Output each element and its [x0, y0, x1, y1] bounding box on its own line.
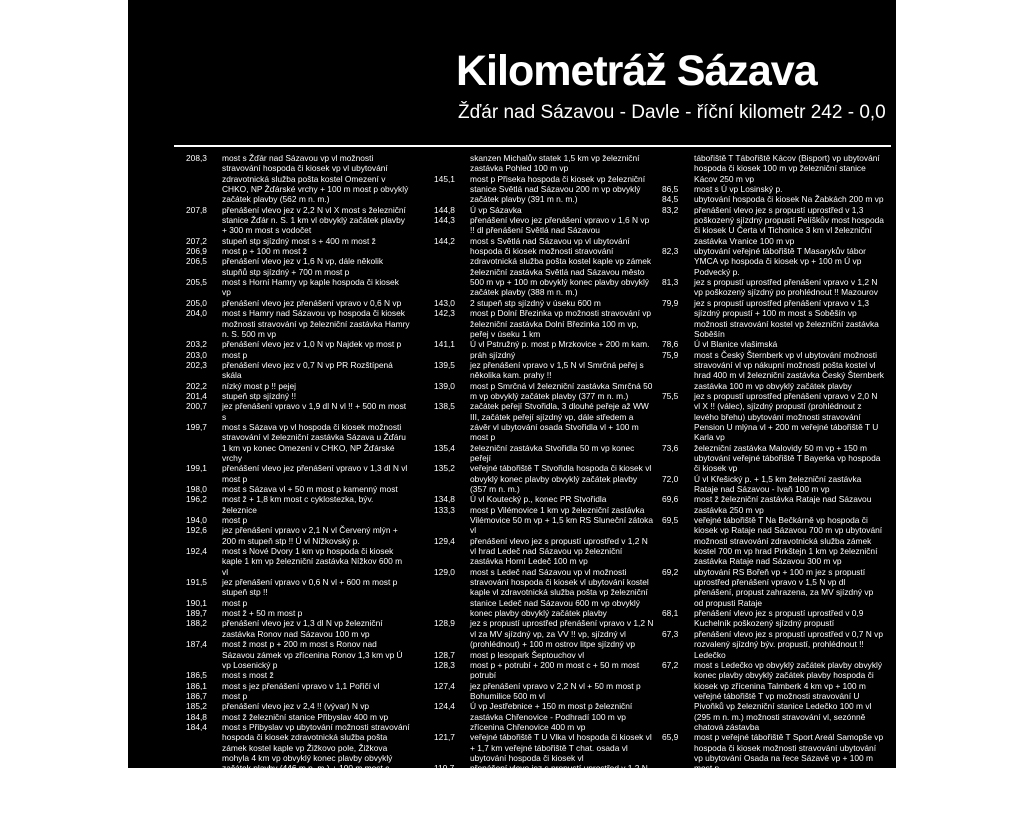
km-marker: 135,4 — [434, 442, 455, 453]
km-entry — [662, 608, 884, 629]
km-marker: 60,6 — [662, 783, 679, 794]
km-description: přenášení vlevo jez přenášení vpravo v 0,6 N vp — [222, 297, 402, 308]
km-marker: 134,8 — [434, 494, 455, 505]
km-entry — [434, 681, 656, 702]
km-description: 2 stupeň stp sjízdný v úseku 600 m — [470, 297, 601, 308]
km-description: přenášení vlevo jez přenášení vpravo v 1,3 dl N vl most p — [222, 463, 408, 484]
km-marker: 65,9 — [662, 732, 679, 743]
km-marker: 205,5 — [186, 277, 207, 288]
km-entry — [186, 712, 410, 722]
km-entry — [662, 277, 884, 298]
km-description: most s Hamry nad Sázavou vp hospoda či kiosek možnosti stravování vp železniční zastávka Hamry n. S. 500 m vp — [222, 308, 410, 339]
km-marker: 128,9 — [434, 618, 455, 629]
km-entry — [662, 660, 884, 732]
km-entry — [186, 670, 410, 680]
km-marker: 206,9 — [186, 246, 207, 257]
km-entry — [434, 174, 656, 205]
km-marker — [662, 153, 694, 184]
km-description: most p lesopark Šeptouchov vl — [470, 649, 585, 660]
km-entry — [434, 536, 656, 567]
km-marker: 207,2 — [186, 235, 207, 246]
km-description: jez přenášení vpravo v 2,5 !! N vl + 300 m most ž + 100 m most s — [222, 773, 404, 794]
km-description: přenášení vlevo jez s propustí uprostřed v 1,2 N vl hrad Ledeč nad Sázavou vp železniční zastávka Horní Ledeč 100 m vp — [470, 535, 648, 567]
km-marker: 124,4 — [434, 701, 455, 712]
km-entry — [186, 350, 410, 360]
km-marker: 204,0 — [186, 308, 207, 319]
km-marker: 199,1 — [186, 463, 207, 474]
km-description: tábořiště T Tábořiště Kácov (Bisport) vp ubytování hospoda či kiosek 100 m vp železniční stanice Kácov 250 m vp — [694, 153, 880, 184]
column-3 — [662, 153, 884, 815]
km-entry — [434, 505, 656, 536]
km-description: přenášení vlevo jez v 0,7 N vp PR Rozštípená skála — [222, 359, 393, 381]
km-description: most s Světlá nad Sázavou vp vl ubytování hospoda či kiosek možnosti stravování zdravotnická služba pošta kostel kaple vp zámek železniční zastávka Světlá nad Sázavou město 500 m vp + 100 m obvyklý konec plavby obvyklý začátek plavby (388 m n. m.) — [470, 235, 652, 298]
page-subtitle: Žďár nad Sázavou - Davle - říční kilometr 242 - 0,0 — [458, 102, 886, 123]
km-description: jez přenášení vpravo v 2,2 N vl + 50 m most p Bohumilice 500 m vl — [470, 680, 641, 701]
km-description: most p + potrubí + 200 m most c + 50 m most potrubí — [470, 659, 640, 681]
km-entry — [186, 484, 410, 494]
column-2 — [434, 153, 656, 825]
km-entry — [434, 298, 656, 308]
km-marker: 205,0 — [186, 297, 207, 308]
km-description: přenášení vlevo jez v 2,4 !! (vývar) N vp — [222, 701, 370, 712]
km-marker: 138,5 — [434, 401, 455, 412]
km-entry — [434, 401, 656, 442]
km-marker: 78,6 — [662, 339, 679, 350]
km-entry — [186, 246, 410, 256]
km-marker: 69,6 — [662, 494, 679, 505]
km-description — [694, 805, 884, 815]
km-entry — [434, 650, 656, 660]
km-entry — [434, 763, 656, 804]
km-entry — [662, 153, 884, 184]
km-description: přenášení vlevo jez přenášení vpravo v 1,6 N vp !! dl přenášení Světlá nad Sázavou — [470, 215, 650, 236]
km-entry — [662, 567, 884, 608]
km-description: most p Smrčná vl železniční zastávka Smrčná 50 m vp obvyklý začátek plavby (377 m n. m.) — [470, 380, 653, 401]
km-marker: 84,5 — [662, 194, 679, 205]
km-marker: 183,7 — [186, 773, 207, 784]
km-description: jez s propustí uprostřed přenášení vpravo v 1,2 N vl za MV sjízdný vp, za VV !! vp, sjízdný vl (prohlédnout) + 100 m ostrov litpe sjízdný vp — [470, 618, 654, 650]
km-marker: 75,5 — [662, 390, 679, 401]
km-entry — [186, 298, 410, 308]
km-marker: 118,5 — [434, 804, 455, 815]
km-marker: 202,2 — [186, 380, 207, 391]
km-description: skanzen Michalův statek 1,5 km vp železniční zastávka Pohled 100 m vp — [470, 153, 640, 174]
km-description: most ž — [222, 825, 247, 836]
km-entry — [434, 701, 656, 732]
km-marker: 119,7 — [434, 763, 455, 774]
km-entry — [186, 608, 410, 618]
km-entry — [186, 825, 410, 835]
km-description: jez s propustí uprostřed přenášení vpravo v 1,2 N vp poškozený sjízdný po prohlédnout !! Mazourov — [694, 277, 878, 298]
km-marker: 129,4 — [434, 535, 455, 546]
km-description: most s Český Šternberk vp vl ubytování možnosti stravování vl vp nákupní možnosti pošta kostel vl hrad 400 m vl železniční zastávka Český Šternberk zastávka 100 m vp obvyklý začátek plavby — [694, 349, 884, 391]
km-entry — [186, 494, 410, 515]
km-marker: 139,5 — [434, 359, 455, 370]
km-entry — [186, 577, 410, 598]
km-marker: 186,5 — [186, 670, 207, 681]
km-description: Ú vl Křešický p. + 1,5 km železniční zastávka Rataje nad Sázavou - Ivaň 100 m vp — [694, 473, 862, 494]
km-entry — [662, 205, 884, 246]
km-marker: 82,3 — [662, 246, 679, 257]
km-description: most s Nové Dvory 1 km vp hospoda či kiosek kaple 1 km vp železniční zastávka Nížkov 600 m vl — [222, 546, 403, 577]
km-description: železniční zastávka Samopše 200 m vl — [694, 773, 839, 784]
km-entry — [662, 350, 884, 391]
km-marker: 203,2 — [186, 339, 207, 350]
km-marker: 198,0 — [186, 484, 207, 494]
km-entry — [186, 598, 410, 608]
km-description: veřejné tábořiště T Stvořidla hospoda či kiosek vl obvyklý konec plavby obvyklý začátek plavby (357 m n. m.) — [470, 463, 652, 494]
km-marker: 189,7 — [186, 608, 207, 619]
km-description: přenášení vlevo jez v 1,6 N vp, dále několik stupňů stp sjízdný + 700 m most p — [222, 256, 384, 277]
km-entry — [662, 298, 884, 339]
km-entry — [434, 567, 656, 619]
km-description: most p + 100 m most ž — [222, 246, 307, 257]
km-marker: 207,8 — [186, 204, 207, 215]
km-marker: 67,2 — [662, 659, 679, 670]
km-description: most s Ledeč nad Sázavou vp vl možnosti stravování hospoda či kiosek vl ubytování kostel kaple vl zdravotnická služba pošta vp železniční stanice Ledeč nad Sázavou 600 m vp obvyklý konec plavby obvyklý začátek plavby — [470, 566, 649, 619]
km-description: most p Vilémovice 1 km vp železniční zastávka Vilémovice 50 m vp + 1,5 km RS Sluneční zátoka vl — [470, 504, 654, 536]
km-entry — [186, 681, 410, 691]
km-marker: 141,1 — [434, 339, 455, 350]
km-marker: 135,2 — [434, 463, 455, 474]
km-entry — [662, 805, 884, 815]
km-description: přenášení vlevo jez s propustí uprostřed v 0,7 N vp rozvalený sjízdný býv. propustí, prohlédnout !! Ledečko — [694, 628, 884, 660]
km-entry — [186, 256, 410, 277]
km-marker: 181,5 — [186, 794, 207, 805]
km-marker: 187,4 — [186, 639, 207, 650]
km-entry — [434, 618, 656, 649]
km-entry — [186, 618, 410, 639]
km-marker: 67,3 — [662, 628, 679, 639]
km-marker: 68,1 — [662, 608, 679, 619]
km-description: most s Ú vp Losinský p. — [694, 184, 783, 195]
km-marker: 188,2 — [186, 618, 207, 629]
km-description: přenášení vlevo jez s propustí uprostřed v 0,9 Kuchelník poškozený sjízdný propustí — [694, 608, 864, 629]
km-marker: 72,0 — [662, 473, 679, 484]
km-marker: 128,3 — [434, 659, 455, 670]
km-description: železniční zastávka Malovidy 50 m vp + 150 m ubytování veřejné tábořiště T Bayerka vp hospoda či kiosek vp — [694, 442, 881, 474]
km-entry — [662, 339, 884, 349]
km-entry — [186, 701, 410, 711]
km-description: Ú vl Pstružný p. most p Mrzkovice + 200 m kam. práh sjízdný — [470, 339, 650, 360]
km-marker: 185,2 — [186, 701, 207, 712]
km-description: stupeň stp sjízdný !! — [222, 390, 297, 401]
km-description: veřejné tábořiště T Na Bečkárně vp hospoda či kiosek vp Rataje nad Sázavou 700 m vp ubytování možnosti stravování zdravotnická služba zámek kostel 700 m vp hrad Pirkštejn 1 km vp železniční zastávka Rataje nad Sázavou 300 m vp — [694, 515, 883, 567]
km-entry — [662, 443, 884, 474]
header-divider — [174, 145, 891, 147]
km-marker: 83,2 — [662, 204, 679, 215]
km-entry — [434, 205, 656, 215]
km-marker: 86,5 — [662, 184, 679, 195]
km-entry — [434, 660, 656, 681]
km-entry — [434, 381, 656, 402]
km-description: most s Horní Hamry vp kaple hospoda či kiosek vp — [222, 277, 399, 298]
km-entry — [662, 784, 884, 805]
km-marker: 75,9 — [662, 349, 679, 360]
km-entry — [434, 236, 656, 298]
km-description: nízký most p !! pejej — [222, 380, 297, 391]
km-description: most s Ledečko vp obvyklý začátek plavby obvyklý konec plavby obvyklý začátek plavby hospoda či kiosek vp zřícenina Talmberk 4 km vp + 100 m veřejné tábořiště T vp možnosti stravování U Pivoňků vp železniční stanice Ledečko 100 m vl (295 m n. m.) možnosti stravování vl, sezónně chatová zástavba — [694, 659, 883, 732]
km-entry — [186, 391, 410, 401]
km-marker: 143,0 — [434, 297, 455, 308]
km-description: most ž + 1,8 km most c cyklostezka, býv. železnice — [222, 494, 374, 515]
km-entry — [186, 153, 410, 205]
km-entry — [662, 246, 884, 277]
km-description: most p — [222, 515, 248, 526]
km-marker: 181,2 — [186, 804, 207, 815]
km-description: Ú vl Koutecký p., konec PR Stvořidla — [470, 494, 607, 505]
km-entry — [186, 515, 410, 525]
km-entry — [434, 443, 656, 464]
km-description: jez přenášení vpravo v 2,1 N vl Červený mlýn + 200 m stupeň stp !! Ú vl Nížkovský p. — [222, 525, 398, 546]
km-description: most p — [222, 690, 248, 701]
km-entry — [186, 463, 410, 484]
km-marker: 199,7 — [186, 421, 207, 432]
km-description: stupeň stp sjízdný most s + 400 m most ž — [222, 235, 376, 246]
km-description: jez s propustí uprostřed přenášení vpravo v 1,3 sjízdný propustí + 100 m most s Soběšín vp možnosti stravování kostel vp železniční zastávka Soběšín — [694, 297, 879, 339]
km-marker: 61,9 — [662, 773, 679, 784]
km-entry — [186, 691, 410, 701]
km-marker: 121,7 — [434, 732, 455, 743]
km-marker: 142,3 — [434, 308, 455, 319]
km-entry — [662, 629, 884, 660]
km-marker: 186,1 — [186, 680, 207, 691]
km-marker: 60,4 — [662, 804, 679, 815]
km-description: přenášení vlevo jez v 1,0 N vp Najdek vp most p — [222, 339, 402, 350]
km-description: přenášení vlevo jez s propustí uprostřed v 1,7 N vp sjízdný vl Samopše — [694, 783, 884, 805]
km-marker: 206,5 — [186, 256, 207, 267]
km-entry — [662, 391, 884, 443]
km-marker: 194,0 — [186, 515, 207, 526]
km-marker: 127,4 — [434, 680, 455, 691]
km-entry — [186, 774, 410, 795]
km-entry — [662, 494, 884, 515]
km-entry — [186, 546, 410, 577]
km-marker: 179,5 — [186, 825, 207, 836]
page-title: Kilometráž Sázava — [456, 47, 817, 95]
km-marker: 196,2 — [186, 494, 207, 505]
km-entry — [434, 153, 656, 174]
km-entry — [434, 339, 656, 360]
km-marker: 208,3 — [186, 153, 207, 163]
km-description: most ž most p + 200 m most s Ronov nad Sázavou zámek vp zřícenina Ronov 1,3 km vp Ú vp Losenický p — [222, 639, 403, 670]
km-entry — [662, 732, 884, 773]
km-entry — [662, 194, 884, 204]
km-marker: 133,3 — [434, 504, 455, 515]
km-entry — [434, 805, 656, 826]
km-entry — [186, 401, 410, 422]
km-description: ubytování hospoda či kiosek Na Žabkách 200 m vp — [694, 194, 884, 205]
km-marker: 201,4 — [186, 390, 207, 401]
km-marker: 202,3 — [186, 359, 207, 370]
km-description: most ž železniční zastávka Rataje nad Sázavou zastávka 250 m vp — [694, 494, 872, 515]
km-entry — [434, 463, 656, 494]
km-marker: 184,4 — [186, 721, 207, 732]
km-description: most s Hesov vl železniční zastávka Přibyslav zast. 100 m vp — [222, 804, 393, 825]
km-description: most s jez přenášení vpravo v 1,1 Pořičí vl — [222, 680, 380, 691]
km-description: most p — [222, 349, 248, 360]
km-entry — [186, 422, 410, 463]
km-marker: 192,4 — [186, 546, 207, 557]
km-entry — [662, 515, 884, 567]
km-marker: 145,1 — [434, 173, 455, 184]
km-marker: 69,5 — [662, 515, 679, 526]
km-description: most s Přibyslav vp ubytování možnosti stravování hospoda či kiosek zdravotnická služba pošta zámek kostel kaple vp Žižkovo pole, Žižkova mohyla 4 km vp obvyklý konec plavby obvyklý začátek plavby (446 m n. m.) + 100 m most c — [222, 721, 410, 774]
km-description: most p Dolní Březinka vp možnosti stravování vp železniční zastávka Dolní Březinka 100 m vp, peřej v úseku 1 km — [470, 308, 652, 339]
km-marker: 81,3 — [662, 277, 679, 288]
km-description: přenášení vlevo jez v 1,3 dl N vp železniční zastávka Ronov nad Sázavou 100 m vp — [222, 618, 383, 639]
km-entry — [186, 794, 410, 804]
km-marker: 73,6 — [662, 442, 679, 453]
km-marker — [434, 153, 470, 174]
km-marker: 144,3 — [434, 215, 455, 226]
km-description: Ú vl Blanice vlašimská — [694, 339, 778, 350]
km-entry — [186, 277, 410, 298]
km-description: přenášení vlevo jez v 2,2 N vl X most s železniční stanice Žďár n. S. 1 km vl obvyklý začátek plavby + 300 m most s vodočet — [222, 204, 406, 236]
km-marker: 203,0 — [186, 349, 207, 360]
km-description: jez s propustí uprostřed přenášení vpravo v 2,0 N vl X !! (válec), sjízdný propustí (prohlédnout z levého břehu) ubytování možnosti stravování Pension U mlýna vl + 200 m veřejné tábořiště T U Karla vp — [694, 390, 879, 443]
km-entry — [186, 722, 410, 774]
km-description: Ú vp Jestřebnice + 150 m most p železniční zastávka Chřenovice - Podhradí 100 m vp zřícenina Chřenovice 400 m vp — [470, 701, 633, 732]
km-entry — [186, 360, 410, 381]
km-description: železniční zastávka Stvořidla 50 m vp konec peřejí — [470, 442, 635, 463]
km-description: most p — [222, 597, 248, 608]
km-marker: 186,7 — [186, 690, 207, 701]
document-page — [128, 0, 896, 836]
km-description: most p — [222, 794, 248, 805]
km-description: jez přenášení vpravo v 1,5 N vl Smrčná peřej s několika kam. prahy !! — [470, 359, 644, 381]
km-entry — [186, 381, 410, 391]
km-marker: 139,0 — [434, 380, 455, 391]
km-description: začátek peřejí Stvořidla, 3 dlouhé peřeje až WW III, začátek peřejí sjízdný vp, dále středem a závěr vl ubytování osada Stvořidla vl + 100 m most p — [470, 401, 649, 443]
column-1 — [186, 153, 410, 836]
km-marker: 129,0 — [434, 566, 455, 577]
km-description: veřejné tábořiště T Staré časy vp hospoda či kiosek vp — [470, 804, 635, 825]
km-entry — [434, 732, 656, 763]
km-entry — [186, 205, 410, 236]
km-entry — [186, 525, 410, 546]
km-entry — [434, 308, 656, 339]
km-description: Ú vp Sázavka — [470, 204, 522, 215]
km-marker: 144,2 — [434, 235, 455, 246]
km-marker: 128,7 — [434, 649, 455, 660]
km-description: most ž + 50 m most p — [222, 608, 303, 619]
km-description: ubytování veřejné tábořiště T Masarykův tábor YMCA vp hospoda či kiosek vp + 100 m Ú vp Podvecký p. — [694, 246, 866, 277]
km-entry — [662, 774, 884, 784]
km-description: most s Žďár nad Sázavou vp vl možnosti stravování hospoda či kiosek vp vl ubytování zdravotnická služba pošta kostel Omezení v CHKO, NP Žďárské vrchy + 100 m most p obvyklý začátek plavby (562 m n. m.) — [222, 153, 409, 205]
km-marker: 144,8 — [434, 204, 455, 215]
km-description: veřejné tábořiště T U Vlka vl hospoda či kiosek vl + 1,7 km veřejné tábořiště T chat. osada vl ubytování hospoda či kiosek vl — [470, 732, 652, 763]
km-description: most p Přiseka hospoda či kiosek vp železniční stanice Světlá nad Sázavou 200 m vp obvyklý začátek plavby (391 m n. m.) — [470, 173, 646, 205]
km-marker: 79,9 — [662, 297, 679, 308]
km-marker: 200,7 — [186, 401, 207, 412]
km-description: most s Sázava vp vl hospoda či kiosek možnosti stravování vl železniční zastávka Sázava u Žďáru 1 km vp konec Omezení v CHKO, NP Žďárské vrchy — [222, 421, 406, 463]
km-description: most s Sázava vl + 50 m most p kamenný most — [222, 484, 398, 494]
km-entry — [186, 308, 410, 339]
km-entry — [186, 339, 410, 349]
km-description: jez přenášení vpravo v 0,6 N vl + 600 m most p stupeň stp !! — [222, 577, 398, 598]
km-entry — [434, 215, 656, 236]
km-entry — [186, 236, 410, 246]
km-description: most s most ž — [222, 670, 274, 681]
km-marker: 184,8 — [186, 711, 207, 722]
km-marker: 69,2 — [662, 566, 679, 577]
km-entry — [186, 805, 410, 826]
km-marker: 191,5 — [186, 577, 207, 588]
km-description: most p veřejné tábořiště T Sport Areál Samopše vp hospoda či kiosek možnosti stravování ubytování vp ubytování Osada na řece Sázavě vp + 100 m most p — [694, 732, 884, 774]
km-description: ubytování RS Bořeň vp + 100 m jez s propustí uprostřed přenášení vpravo v 1,5 N vp dl přenášení, propust zahrazena, za MV sjízdný vp od propusti Rataje — [694, 566, 874, 608]
km-description: jez přenášení vpravo v 1,9 dl N vl !! + 500 m most s — [222, 401, 407, 422]
km-marker: 190,1 — [186, 597, 207, 608]
km-description: přenášení vlevo jez s propustí uprostřed v 1,3 poškozený sjízdný propustí Pelíškův most hospoda či kiosek U Čerta vl Tichonice 3 km vl železniční zastávka Vranice 100 m vp — [694, 204, 884, 246]
km-entry — [434, 494, 656, 504]
km-description: most ž železniční stanice Přibyslav 400 m vp — [222, 711, 389, 722]
km-entry — [662, 184, 884, 194]
km-entry — [662, 474, 884, 495]
km-entry — [186, 639, 410, 670]
km-marker: 192,6 — [186, 525, 207, 536]
km-entry — [434, 360, 656, 381]
km-description: přenášení vlevo jez s propustí uprostřed v 1,2 N vp most p Chřenovice 2 km vp hospoda či kiosek 2,2 km vp železniční zastávka Chřenovice 500 m vp — [470, 763, 652, 805]
